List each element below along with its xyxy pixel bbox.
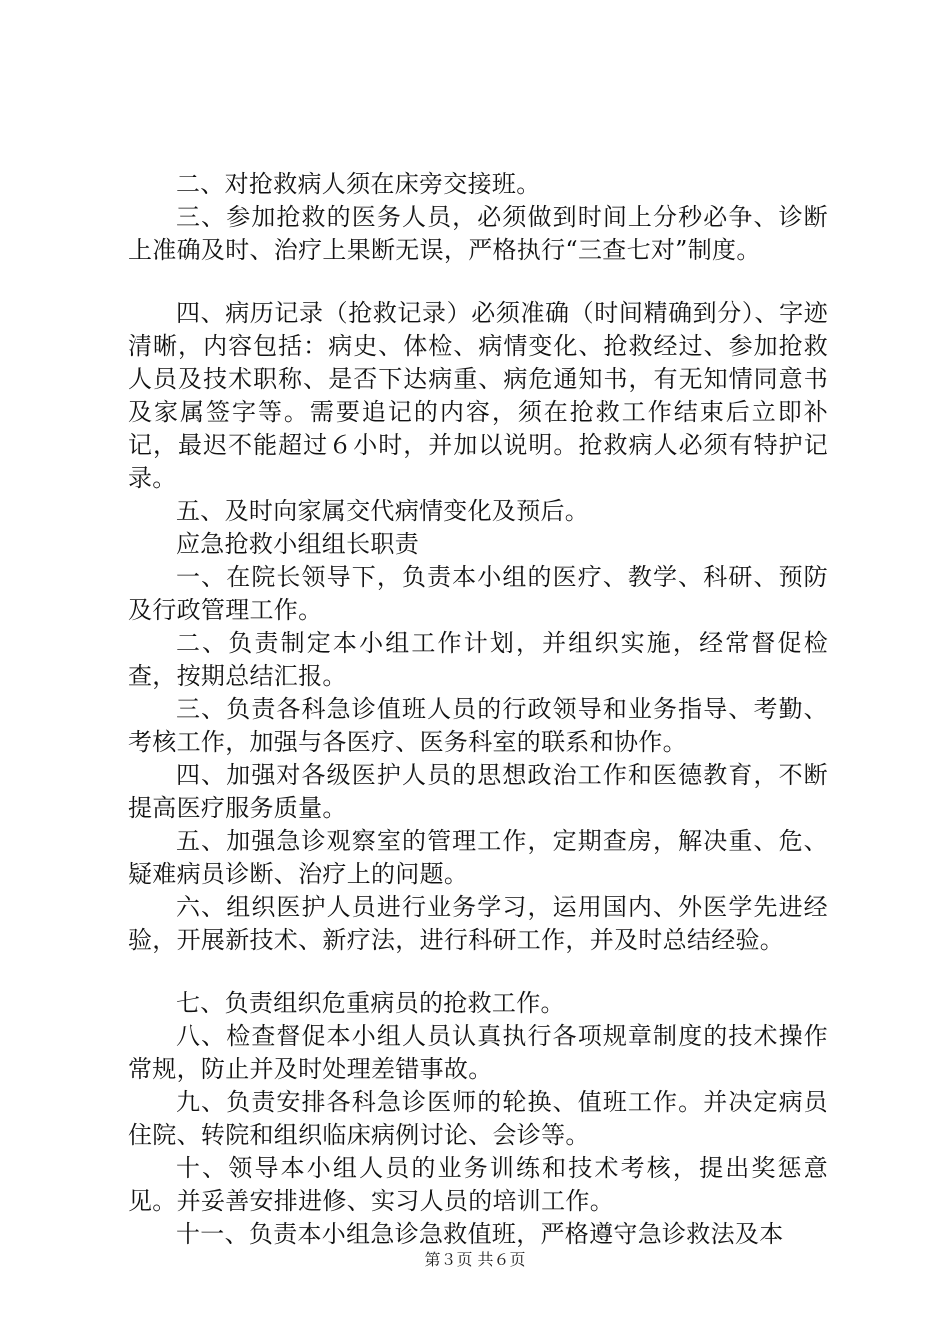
page-number-footer: 第３页 共６页 [424, 1250, 526, 1269]
duty-item-11: 十一、负责本小组急诊急救值班，严格遵守急诊救法及本 [176, 1220, 784, 1248]
duty-item-1: 一、在院长领导下，负责本小组的医疗、教学、科研、预防及行政管理工作。 [128, 563, 828, 624]
duty-item-6: 六、组织医护人员进行业务学习，运用国内、外医学先进经验，开展新技术、新疗法，进行科研工作，并及时总结经验。 [128, 893, 828, 954]
paragraph-family-notice: 五、及时向家属交代病情变化及预后。 [176, 497, 590, 525]
duty-item-8: 八、检查督促本小组人员认真执行各项规章制度的技术操作常规，防止并及时处理差错事故。 [128, 1022, 828, 1083]
document-body [128, 168, 828, 1251]
duty-item-2: 二、负责制定本小组工作计划，并组织实施，经常督促检查，按期总结汇报。 [128, 629, 828, 690]
paragraph-medical-record: 四、病历记录（抢救记录）必须准确（时间精确到分）、字迹清晰，内容包括：病史、体检、病情变化、抢救经过、参加抢救人员及技术职称、是否下达病重、病危通知书，有无知情同意书及家属签字等。需要追记的内容，须在抢救工作结束后立即补记，最迟不能超过６小时，并加以说明。抢救病人必须有特护记录。 [128, 299, 828, 492]
duty-item-10: 十、领导本小组人员的业务训练和技术考核，提出奖惩意见。并妥善安排进修、实习人员的培训工作。 [128, 1154, 828, 1215]
section-heading: 应急抢救小组组长职责 [176, 530, 419, 558]
duty-item-7: 七、负责组织危重病员的抢救工作。 [176, 989, 565, 1017]
duty-item-5: 五、加强急诊观察室的管理工作，定期查房，解决重、危、疑难病员诊断、治疗上的问题。 [128, 827, 828, 888]
paragraph-handover: 二、对抢救病人须在床旁交接班。 [176, 170, 541, 198]
duty-item-4: 四、加强对各级医护人员的思想政治工作和医德教育，不断提高医疗服务质量。 [128, 761, 828, 822]
duty-item-3: 三、负责各科急诊值班人员的行政领导和业务指导、考勤、考核工作，加强与各医疗、医务科室的联系和协作。 [128, 695, 828, 756]
duty-item-9: 九、负责安排各科急诊医师的轮换、值班工作。并决定病员住院、转院和组织临床病例讨论、会诊等。 [128, 1088, 828, 1149]
paragraph-rescue-staff: 三、参加抢救的医务人员，必须做到时间上分秒必争、诊断上准确及时、治疗上果断无误，严格执行“三查七对”制度。 [128, 203, 828, 264]
